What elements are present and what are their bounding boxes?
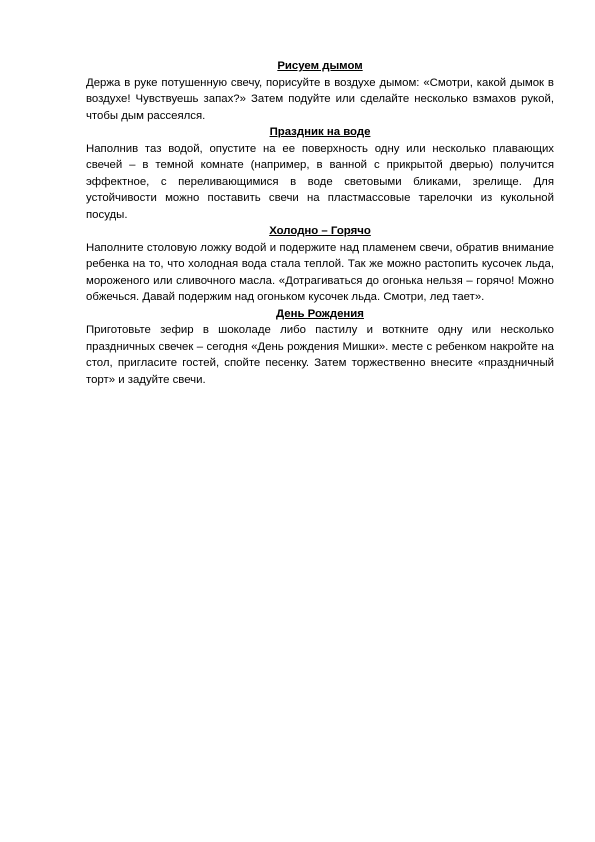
section-title: Холодно – Горячо bbox=[269, 225, 371, 237]
document-page bbox=[86, 58, 554, 388]
section-birthday bbox=[86, 306, 554, 389]
section-title: День Рождения bbox=[276, 307, 364, 320]
section-body: Приготовьте зефир в шоколаде либо пастилу и воткните одну или несколько праздничных свечек – сегодня «День рождения Мишки». месте с ребенком накройте на стол, пригласите гостей, спойте песенку. Затем торжественно внесите «праздничный торт» и задуйте свечи. bbox=[86, 324, 554, 386]
section-cold-hot bbox=[86, 223, 554, 306]
section-body: Держа в руке потушенную свечу, порисуйте в воздухе дымом: «Смотри, какой дымок в воздухе! Чувствуешь запах?» Затем подуйте или сделайте несколько взмахов рукой, чтобы дым рассеялся. bbox=[86, 76, 554, 122]
section-title: Праздник на воде bbox=[269, 126, 371, 138]
section-title: Рисуем дымом bbox=[277, 60, 363, 72]
section-body: Наполните столовую ложку водой и подержите над пламенем свечи, обратив внимание ребенка на то, что холодная вода стала теплой. Так же можно растопить кусочек льда, мороженого или сливочного масла. «Дотрагиваться до огонька нельзя – горячо! Можно обжечься. Давай подержим над огоньком кусочек льда. Смотри, лед тает». bbox=[86, 241, 554, 303]
section-water-holiday bbox=[86, 124, 554, 223]
section-smoke-drawing bbox=[86, 58, 554, 124]
section-body: Наполнив таз водой, опустите на ее поверхность одну или несколько плавающих свечей – в темной комнате (например, в ванной с прикрытой дверью) получится эффектное, с переливающимися в воде световыми бликами, зрелище. Для устойчивости можно поставить свечи на пластмассовые тарелочки из кукольной посуды. bbox=[86, 142, 554, 221]
